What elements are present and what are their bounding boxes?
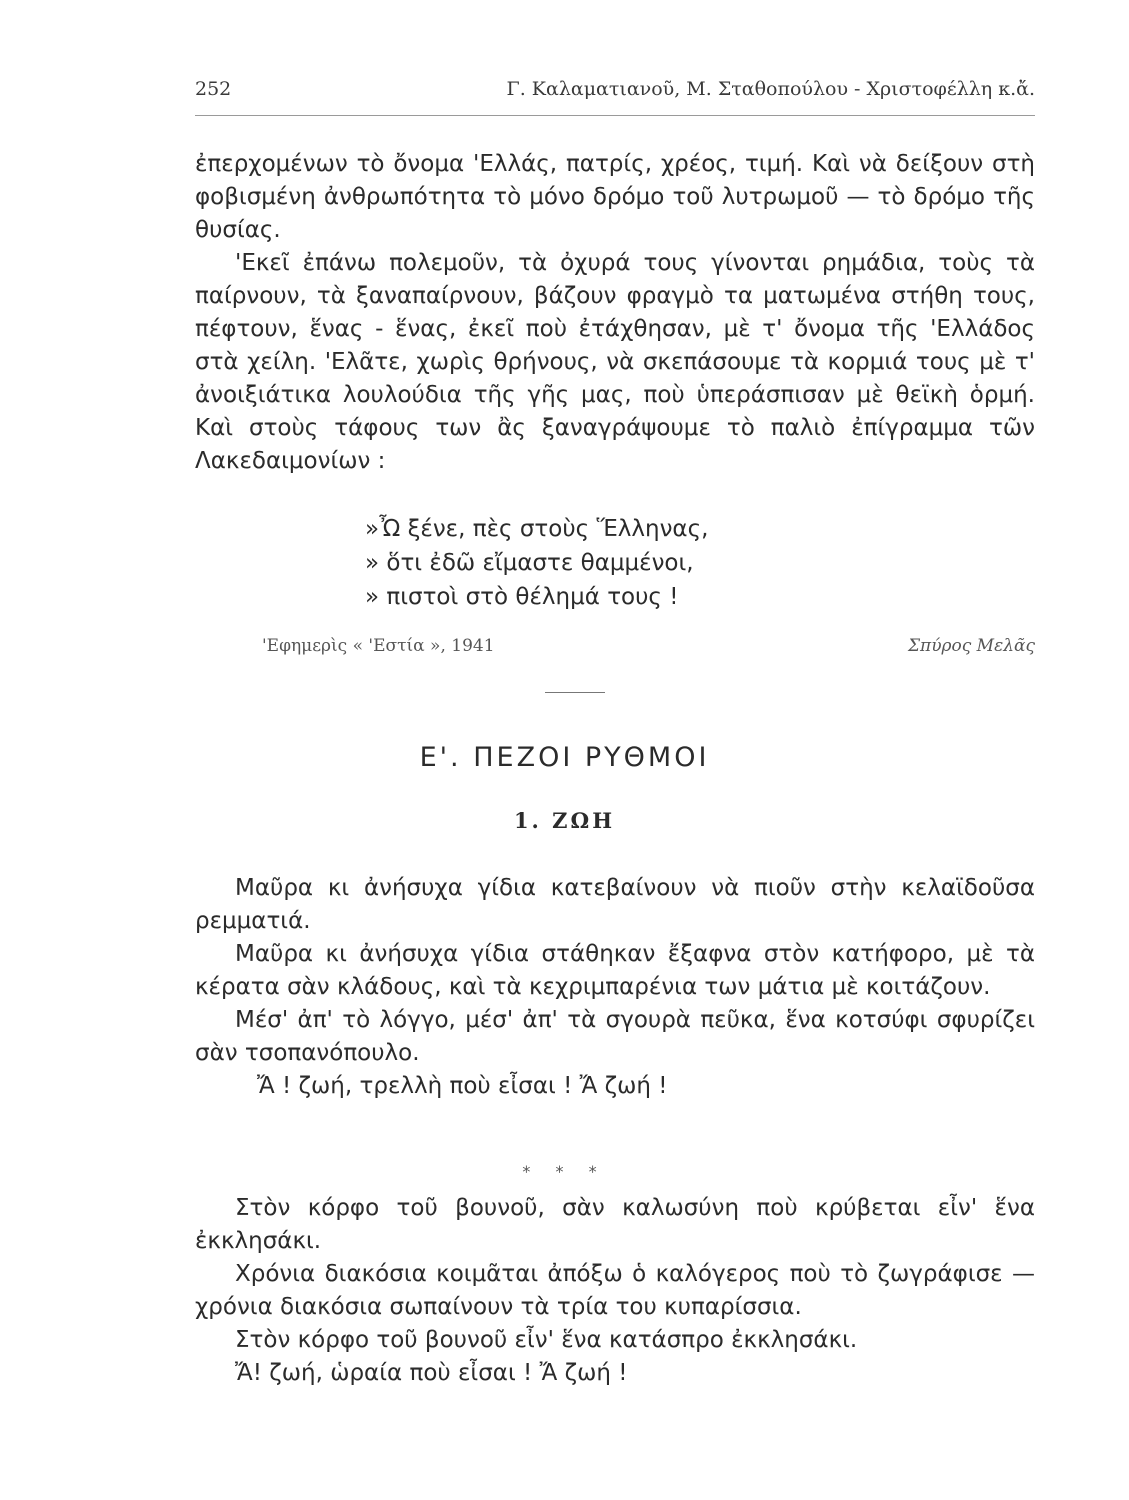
- zoi-part-1: [195, 872, 1035, 1103]
- asterism: * * *: [522, 1162, 607, 1181]
- zoi-paragraph-6: Χρόνια διακόσια κοιμᾶται ἀπόξω ὁ καλόγερος ποὺ τὸ ζωγράφισε — χρόνια διακόσια σωπαίνουν τὰ τρία του κυπαρίσσια.: [195, 1261, 1035, 1320]
- zoi-exclamation-2: Ἄ! ζωή, ὡραία ποὺ εἶσαι ! Ἄ ζωή !: [235, 1360, 628, 1386]
- zoi-exclamation-1: Ἄ ! ζωή, τρελλὴ ποὺ εἶσαι ! Ἄ ζωή !: [257, 1073, 668, 1099]
- zoi-paragraph-1: Μαῦρα κι ἀνήσυχα γίδια κατεβαίνουν νὰ πιοῦν στὴν κελαϊδοῦσα ρεμματιά.: [195, 875, 1035, 934]
- intro-paragraph-2: 'Εκεῖ ἐπάνω πολεμοῦν, τὰ ὀχυρά τους γίνονται ρημάδια, τοὺς τὰ παίρνουν, τὰ ξαναπαίρνουν, βάζουν φραγμὸ τα ματωμένα στήθη τους, πέφτουν, ἕνας - ἕνας, ἐκεῖ ποὺ ἐτάχθησαν, μὲ τ' ὄνομα τῆς 'Ελλάδος στὰ χείλη. 'Ελᾶτε, χωρὶς θρήνους, νὰ σκεπάσουμε τὰ κορμιά τους μὲ τ' ἀνοιξιάτικα λουλούδια τῆς γῆς μας, ποὺ ὑπεράσπισαν μὲ θεϊκὴ ὁρμή. Καὶ στοὺς τάφους των ἂς ξαναγράψουμε τὸ παλιὸ ἐπίγραμμα τῶν Λακεδαιμονίων :: [195, 250, 1035, 474]
- page-header: [195, 72, 1035, 108]
- section-title: Ε'. ΠΕΖΟΙ ΡΥΘΜΟΙ: [419, 742, 710, 773]
- intro-text: [195, 148, 1035, 478]
- header-rule: [195, 115, 1035, 116]
- zoi-paragraph-7: Στὸν κόρφο τοῦ βουνοῦ εἶν' ἕνα κατάσπρο ἐκκλησάκι.: [235, 1327, 858, 1353]
- intro-paragraph-1: ἐπερχομένων τὸ ὄνομα 'Ελλάς, πατρίς, χρέος, τιμή. Καὶ νὰ δείξουν στὴ φοβισμένη ἀνθρωπότητα τὸ μόνο δρόμο τοῦ λυτρωμοῦ — τὸ δρόμο τῆς θυσίας.: [195, 151, 1035, 243]
- zoi-part-2: [195, 1192, 1035, 1390]
- zoi-paragraph-5: Στὸν κόρφο τοῦ βουνοῦ, σὰν καλωσύνη ποὺ κρύβεται εἶν' ἕνα ἐκκλησάκι.: [195, 1195, 1035, 1254]
- verse-line-1: »Ὦ ξένε, πὲς στοὺς Ἕλληνας,: [365, 516, 709, 542]
- zoi-paragraph-2: Μαῦρα κι ἀνήσυχα γίδια στάθηκαν ἔξαφνα στὸν κατήφορο, μὲ τὰ κέρατα σὰν κλάδους, καὶ τὰ κεχριμπαρένια των μάτια μὲ κοιτάζουν.: [195, 941, 1035, 1000]
- section-divider: [545, 692, 605, 693]
- verse-line-2: » ὅτι ἐδῶ εἴμαστε θαμμένοι,: [365, 550, 694, 576]
- zoi-paragraph-3: Μέσ' ἀπ' τὸ λόγγο, μέσ' ἀπ' τὰ σγουρὰ πεῦκα, ἕνα κοτσύφι σφυρίζει σὰν τσοπανόπουλο.: [195, 1007, 1035, 1066]
- running-head: Γ. Καλαματιανοῦ, Μ. Σταθοπούλου - Χριστοφέλλη κ.ἄ.: [506, 78, 1035, 100]
- poem-title: 1. ΖΩΗ: [513, 808, 616, 833]
- verse-line-3: » πιστοὶ στὸ θέλημά τους !: [365, 584, 679, 610]
- page-number: 252: [195, 78, 232, 100]
- epigram-verse: [365, 512, 708, 614]
- source-citation: 'Εφημερὶς « 'Εστία », 1941: [262, 636, 495, 656]
- author-name: Σπύρος Μελᾶς: [908, 636, 1035, 656]
